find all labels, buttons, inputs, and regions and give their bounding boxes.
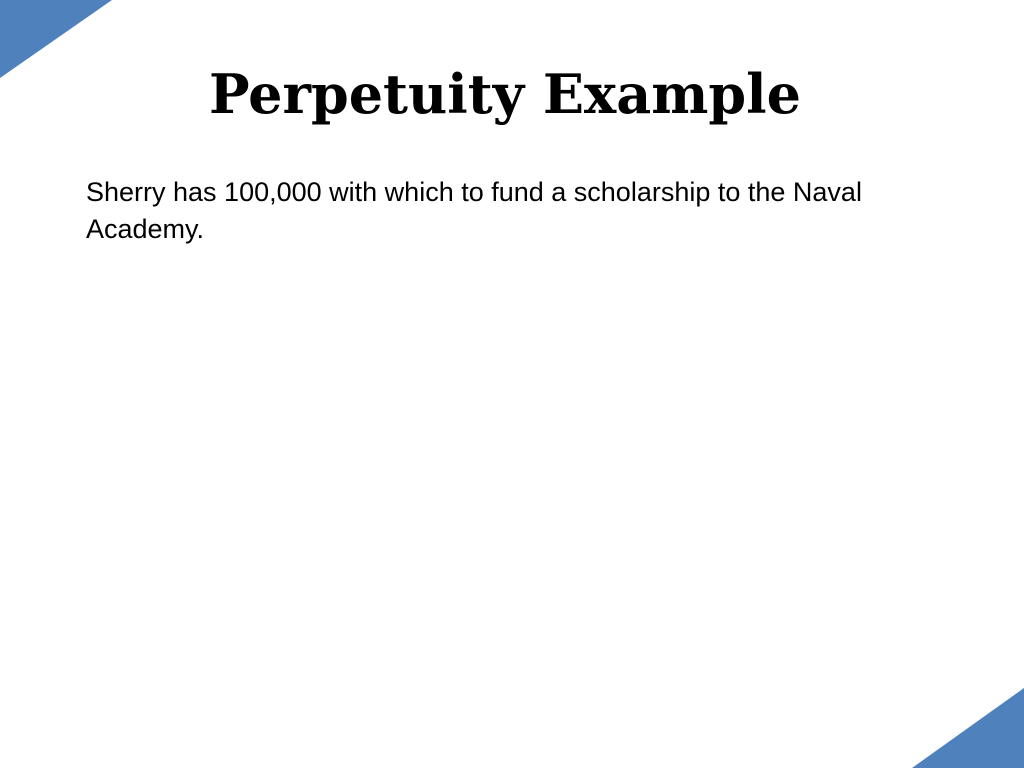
bottom-right-triangle — [912, 688, 1024, 768]
slide-title: Perpetuity Example — [208, 62, 802, 126]
bottom-right-corner-decoration — [912, 688, 1024, 768]
slide-body-text: Sherry has 100,000 with which to fund a scholarship to the Naval Academy. — [86, 177, 862, 244]
